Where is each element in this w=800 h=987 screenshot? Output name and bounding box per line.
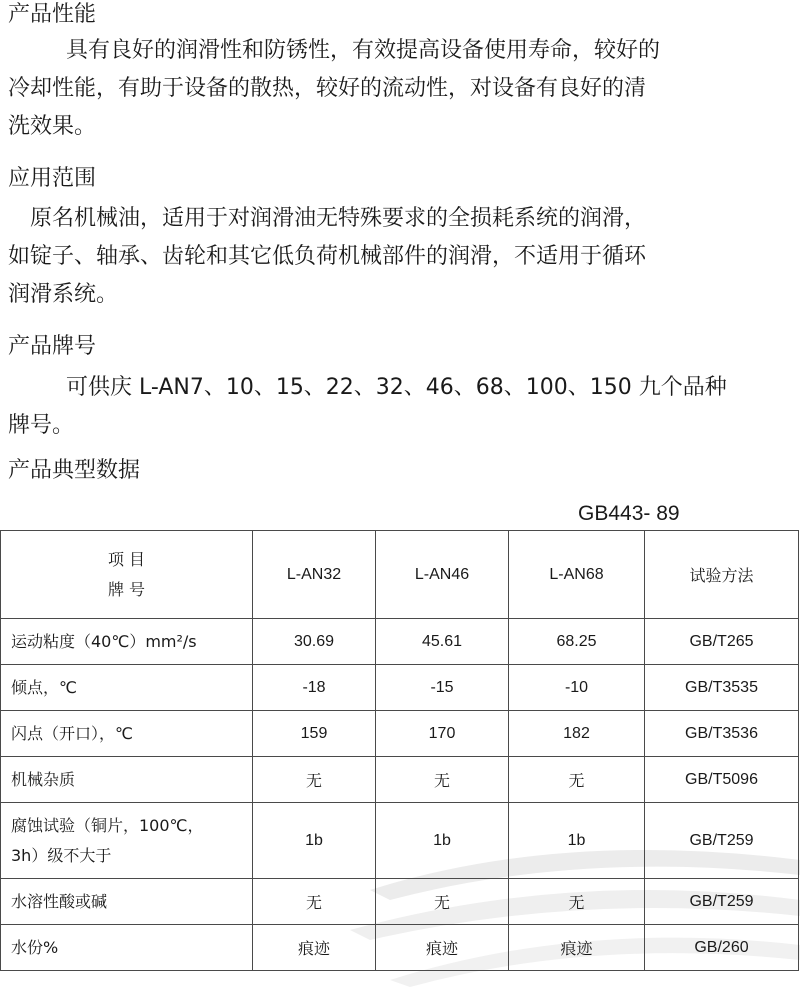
table-cell: 痕迹 bbox=[376, 925, 509, 971]
method-cell: GB/T265 bbox=[645, 619, 799, 665]
paragraph-application bbox=[8, 200, 792, 314]
text-line: 润滑系统。 bbox=[8, 282, 119, 307]
text-line: 可供庆 L-AN7、10、15、22、32、46、68、100、150 九个品种 bbox=[66, 375, 727, 400]
table-cell: 无 bbox=[376, 879, 509, 925]
standard-number: GB443- 89 bbox=[578, 502, 680, 525]
table-cell: -15 bbox=[376, 665, 509, 711]
table-row bbox=[1, 619, 799, 665]
paragraph-grades bbox=[8, 369, 792, 445]
method-cell: GB/T5096 bbox=[645, 757, 799, 803]
text-line: 冷却性能，有助于设备的散热，较好的流动性，对设备有良好的清 bbox=[8, 76, 647, 101]
row-label: 闪点（开口），℃ bbox=[1, 711, 253, 757]
paragraph-performance bbox=[8, 32, 792, 146]
table-cell: 1b bbox=[253, 803, 376, 879]
table-cell: 45.61 bbox=[376, 619, 509, 665]
heading-application: 应用范围 bbox=[8, 166, 97, 191]
table-row bbox=[1, 757, 799, 803]
table-cell: 1b bbox=[376, 803, 509, 879]
method-cell: GB/T3535 bbox=[645, 665, 799, 711]
heading-grades: 产品牌号 bbox=[8, 334, 97, 359]
table-header-row bbox=[1, 531, 799, 619]
table-cell: 无 bbox=[253, 757, 376, 803]
typical-data-table bbox=[0, 530, 799, 971]
text-line: 原名机械油，适用于对润滑油无特殊要求的全损耗系统的润滑， bbox=[30, 206, 647, 231]
heading-typical-data: 产品典型数据 bbox=[8, 458, 141, 483]
row-label: 水溶性酸或碱 bbox=[1, 879, 253, 925]
table-row bbox=[1, 665, 799, 711]
row-label: 倾点，℃ bbox=[1, 665, 253, 711]
row-label-line: 3h）级不大于 bbox=[11, 845, 112, 865]
header-column: 试验方法 bbox=[645, 531, 799, 619]
table-row bbox=[1, 925, 799, 971]
table-cell: 1b bbox=[509, 803, 645, 879]
heading-performance: 产品性能 bbox=[8, 2, 97, 27]
text-line: 如锭子、轴承、齿轮和其它低负荷机械部件的润滑，不适用于循环 bbox=[8, 244, 647, 269]
header-column: L-AN46 bbox=[376, 531, 509, 619]
table-cell: 无 bbox=[376, 757, 509, 803]
method-cell: GB/T3536 bbox=[645, 711, 799, 757]
table-cell: 痕迹 bbox=[253, 925, 376, 971]
table-row bbox=[1, 803, 799, 879]
method-cell: GB/T259 bbox=[645, 879, 799, 925]
table-cell: -10 bbox=[509, 665, 645, 711]
row-label: 水份% bbox=[1, 925, 253, 971]
method-cell: GB/260 bbox=[645, 925, 799, 971]
table-cell: 170 bbox=[376, 711, 509, 757]
row-label bbox=[1, 803, 253, 879]
text-line: 牌号。 bbox=[8, 413, 75, 438]
table-cell: 无 bbox=[509, 757, 645, 803]
table-cell: -18 bbox=[253, 665, 376, 711]
header-item-grade bbox=[1, 531, 253, 619]
header-item-label: 项 目 bbox=[107, 549, 146, 569]
header-column: L-AN68 bbox=[509, 531, 645, 619]
text-line: 具有良好的润滑性和防锈性，有效提高设备使用寿命，较好的 bbox=[66, 38, 661, 63]
table-cell: 159 bbox=[253, 711, 376, 757]
table-row bbox=[1, 879, 799, 925]
row-label-line: 腐蚀试验（铜片，100℃， bbox=[11, 815, 204, 835]
row-label: 机械杂质 bbox=[1, 757, 253, 803]
method-cell: GB/T259 bbox=[645, 803, 799, 879]
table-cell: 无 bbox=[253, 879, 376, 925]
text-line: 洗效果。 bbox=[8, 114, 97, 139]
table-cell: 无 bbox=[509, 879, 645, 925]
header-column: L-AN32 bbox=[253, 531, 376, 619]
table-cell: 68.25 bbox=[509, 619, 645, 665]
row-label: 运动粘度（40℃）mm²/s bbox=[1, 619, 253, 665]
header-grade-label: 牌 号 bbox=[107, 579, 146, 599]
table-cell: 182 bbox=[509, 711, 645, 757]
table-cell: 30.69 bbox=[253, 619, 376, 665]
table-cell: 痕迹 bbox=[509, 925, 645, 971]
table-row bbox=[1, 711, 799, 757]
